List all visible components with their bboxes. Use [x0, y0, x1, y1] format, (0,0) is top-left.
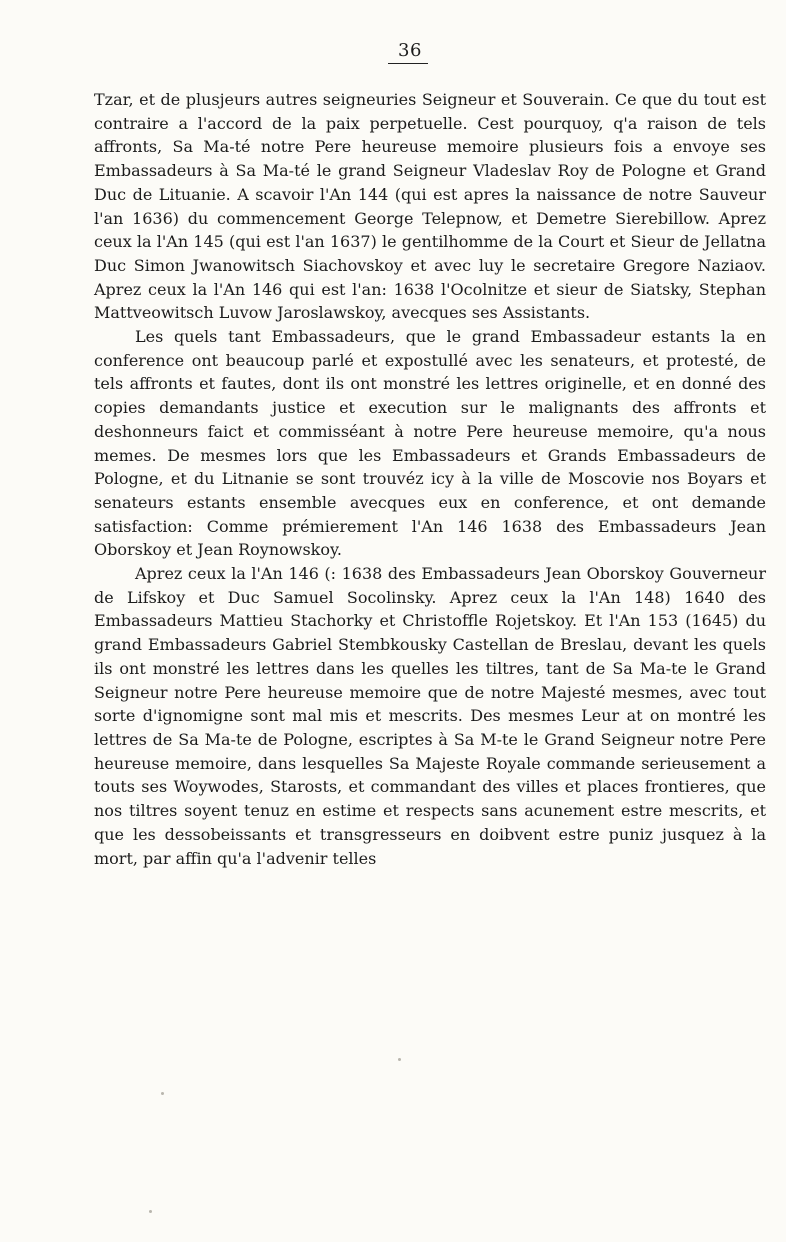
body-text	[94, 88, 766, 870]
page-number-rule	[388, 63, 428, 64]
paragraph-1: Tzar, et de plusjeurs autres seigneuries Seigneur et Souverain. Ce que du tout est contraire a l'accord de la paix perpetuelle. Cest pourquoy, q'a raison de tels affronts, Sa Ma-té notre Pere heureuse memoire plusieurs fois a envoye ses Embassadeurs à Sa Ma-té le grand Seigneur Vladeslav Roy de Pologne et Grand Duc de Lituanie. A scavoir l'An 144 (qui est apres la naissance de notre Sauveur l'an 1636) du commencement George Telepnow, et Demetre Sierebillow. Aprez ceux la l'An 145 (qui est l'an 1637) le gentilhomme de la Court et Sieur de Jellatna Duc Simon Jwanowitsch Siachovskoy et avec luy le secretaire Gregore Naziaov. Aprez ceux la l'An 146 qui est l'an: 1638 l'Ocolnitze et sieur de Siatsky, Stephan Mattveowitsch Luvow Jaroslawskoy, avecques ses Assistants.	[94, 90, 766, 323]
page-number: 36	[398, 40, 422, 61]
paragraph-2: Les quels tant Embassadeurs, que le grand Embassadeur estants la en conference ont beaucoup parlé et expostullé avec les senateurs, et protesté, de tels affronts et fautes, dont ils ont monstré les lettres originelle, et en donné des copies demandants justice et execution sur le malignants des affronts et deshonneurs faict et commisséant à notre Pere heureuse memoire, qu'a nous memes. De mesmes lors que les Embassadeurs et Grands Embassadeurs de Pologne, et du Litnanie se sont trouvéz icy à la ville de Moscovie nos Boyars et senateurs estants ensemble avecques eux en conference, et ont demande satisfaction: Comme prémierement l'An 146 1638 des Embassadeurs Jean Oborskoy et Jean Roynowskoy.	[94, 327, 766, 560]
paragraph-3: Aprez ceux la l'An 146 (: 1638 des Embassadeurs Jean Oborskoy Gouverneur de Lifskoy et Duc Samuel Socolinsky. Aprez ceux la l'An 148) 1640 des Embassadeurs Mattieu Stachorky et Christoffle Rojetskoy. Et l'An 153 (1645) du grand Embassadeurs Gabriel Stembkousky Castellan de Breslau, devant les quels ils ont monstré les lettres dans les quelles les tiltres, tant de Sa Ma-te le Grand Seigneur notre Pere heureuse memoire que de notre Majesté mesmes, avec tout sorte d'ignomigne sont mal mis et mescrits. Des mesmes Leur at on montré les lettres de Sa Ma-te de Pologne, escriptes à Sa M-te le Grand Seigneur notre Pere heureuse memoire, dans lesquelles Sa Majeste Royale commande serieusement a touts ses Woywodes, Starosts, et commandant des villes et places frontieres, que nos tiltres soyent tenuz en estime et respects sans acunement estre mescrits, et que les dessobeissants et transgresseurs en doibvent estre puniz jusquez à la mort, par affin qu'a l'advenir telles	[94, 564, 766, 868]
paper-speck	[149, 1210, 152, 1213]
paper-speck	[398, 1058, 401, 1061]
paper-speck	[161, 1092, 164, 1095]
